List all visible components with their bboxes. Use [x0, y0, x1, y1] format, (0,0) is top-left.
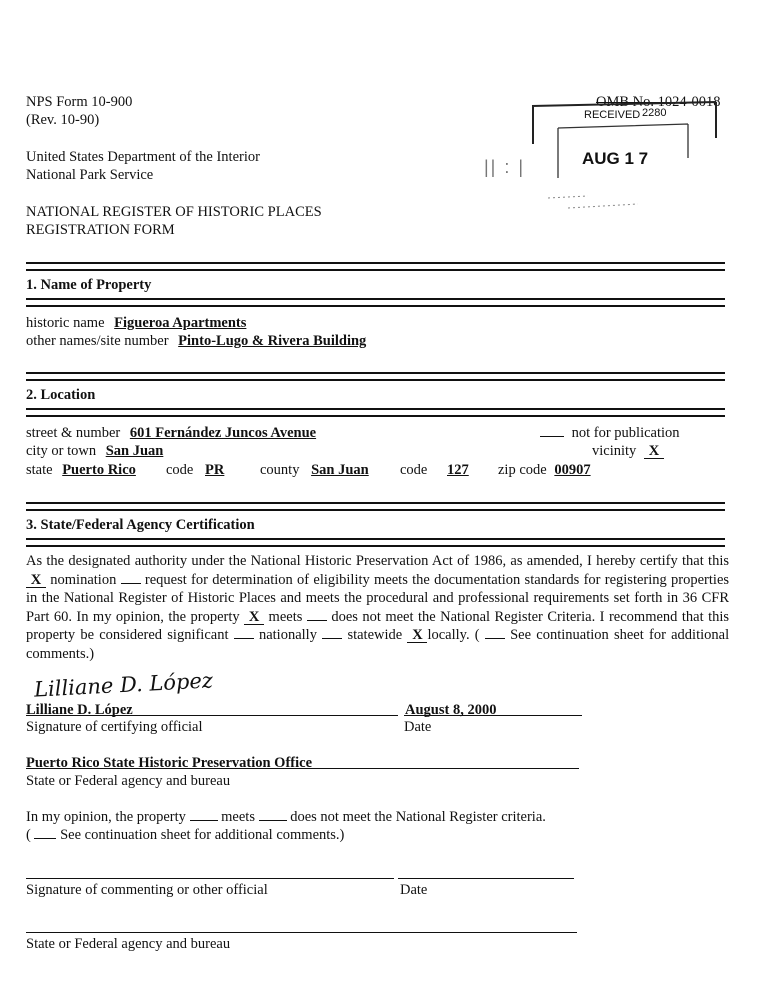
nationally-blank — [234, 638, 254, 639]
agency-value: Puerto Rico State Historic Preservation Office — [26, 755, 313, 771]
historic-name-value: Figueroa Apartments — [114, 315, 247, 331]
not-for-publication-label: not for publication — [571, 425, 680, 441]
form-revision: (Rev. 10-90) — [26, 112, 100, 128]
cert-text-g: statewide — [347, 627, 403, 643]
register-title: NATIONAL REGISTER OF HISTORIC PLACES — [26, 204, 322, 220]
county-code-value: 127 — [447, 462, 469, 478]
rule-bottom-3 — [26, 538, 725, 547]
signature-label: Signature of certifying official — [26, 719, 203, 735]
date2-line — [398, 878, 574, 879]
street-value: 601 Fernández Juncos Avenue — [129, 425, 317, 441]
rule-top-1 — [26, 262, 725, 271]
rule-bottom-2 — [26, 408, 725, 417]
rule-top-2 — [26, 372, 725, 381]
cert-text-b: nomination — [50, 571, 117, 588]
vicinity-mark: X — [644, 444, 664, 459]
not-for-publication-blank — [540, 436, 564, 437]
opinion-text-e: See continuation sheet for additional comments.) — [60, 827, 345, 843]
signature-line — [26, 715, 398, 716]
opinion-not-meet-blank — [259, 820, 287, 821]
opinion-row — [26, 808, 546, 826]
commenting-signature-line — [26, 878, 394, 879]
zip-value: 00907 — [554, 462, 591, 478]
state-code-value: PR — [205, 462, 225, 478]
zip-label: zip code — [498, 462, 547, 478]
county-row — [260, 461, 369, 479]
cert-text-h: locally. ( — [427, 627, 480, 643]
cert-text-c: request for determination of eligibility meets the documentation standards for registering properties in the National Register of Historic Places and meets the procedural and professional requirements set forth in 36 CFR Part 60. In my opinion, the property — [26, 571, 730, 625]
date-label: Date — [404, 719, 432, 735]
cert-text-f: nationally — [258, 627, 317, 643]
not-for-publication-row — [540, 424, 680, 442]
department: United States Department of the Interior — [26, 149, 260, 165]
other-names-label: other names/site number — [26, 333, 169, 349]
county-label: county — [260, 462, 300, 478]
cert-text-e: does not meet the National Register Criteria. I recommend that this property be considered significant — [26, 608, 730, 643]
signer-name: Lilliane D. López — [26, 702, 133, 718]
handwritten-signature: Lilliane D. López — [33, 668, 214, 702]
city-value: San Juan — [105, 443, 164, 459]
zip-row — [498, 461, 591, 479]
statewide-blank — [322, 638, 342, 639]
date-line — [404, 715, 582, 716]
continuation-row — [26, 826, 344, 844]
other-names-value: Pinto-Lugo & Rivera Building — [178, 333, 367, 349]
rule-bottom-1 — [26, 298, 725, 307]
date-value: August 8, 2000 — [405, 702, 497, 718]
nomination-mark: X — [26, 573, 46, 588]
omb-number: OMB No. 1024-0018 — [596, 94, 721, 110]
opinion-text-a: In my opinion, the property — [26, 809, 186, 825]
opinion-text-d: ( — [26, 827, 31, 843]
stamp-number: 2280 — [642, 107, 667, 119]
agency2-label: State or Federal agency and bureau — [26, 936, 231, 952]
other-names-row — [26, 332, 366, 350]
received-stamp — [528, 98, 720, 216]
section3-heading: 3. State/Federal Agency Certification — [26, 517, 255, 533]
agency-label: State or Federal agency and bureau — [26, 773, 231, 789]
stamp-date: AUG 1 7 — [582, 149, 649, 168]
county-code-label: code — [400, 462, 428, 478]
rule-top-3 — [26, 502, 725, 511]
opinion-meets-blank — [190, 820, 218, 821]
cert-text-a: As the designated authority under the National Historic Preservation Act of 1986, as amended, I hereby certify that this — [26, 553, 729, 569]
city-row — [26, 442, 163, 460]
agency-line — [26, 768, 579, 769]
vicinity-label: vicinity — [592, 443, 637, 459]
state-row — [26, 461, 136, 479]
stamp-received: RECEIVED — [584, 109, 641, 121]
form-number: NPS Form 10-900 — [26, 94, 133, 110]
county-code-row — [400, 461, 469, 479]
state-value: Puerto Rico — [62, 462, 136, 478]
request-blank — [121, 583, 141, 584]
meets-mark: X — [244, 610, 264, 625]
historic-name-row — [26, 314, 246, 332]
section1-heading: 1. Name of Property — [26, 277, 152, 293]
vicinity-row — [592, 442, 664, 460]
city-label: city or town — [26, 443, 97, 459]
agency2-line — [26, 932, 577, 933]
county-value: San Juan — [311, 462, 369, 478]
cert-text-i: See continuation sheet for additional comments.) — [26, 627, 730, 662]
does-not-meet-blank — [307, 620, 327, 621]
commenting-label: Signature of commenting or other official — [26, 882, 268, 898]
state-label: state — [26, 462, 53, 478]
street-row — [26, 424, 316, 442]
state-code-label: code — [166, 462, 194, 478]
section2-heading: 2. Location — [26, 387, 96, 403]
form-title: REGISTRATION FORM — [26, 222, 175, 238]
historic-name-label: historic name — [26, 315, 105, 331]
date2-label: Date — [400, 882, 428, 898]
stamp-marks: || : | — [484, 157, 526, 177]
certification-paragraph — [26, 552, 729, 663]
cert-text-d: meets — [268, 608, 303, 625]
opinion-text-c: does not meet the National Register criteria. — [290, 809, 546, 825]
locally-mark: X — [407, 628, 427, 643]
continuation-blank-1 — [485, 638, 505, 639]
state-code-row — [166, 461, 224, 479]
service: National Park Service — [26, 167, 154, 183]
continuation-blank-2 — [34, 838, 56, 839]
street-label: street & number — [26, 425, 121, 441]
opinion-text-b: meets — [221, 809, 255, 825]
